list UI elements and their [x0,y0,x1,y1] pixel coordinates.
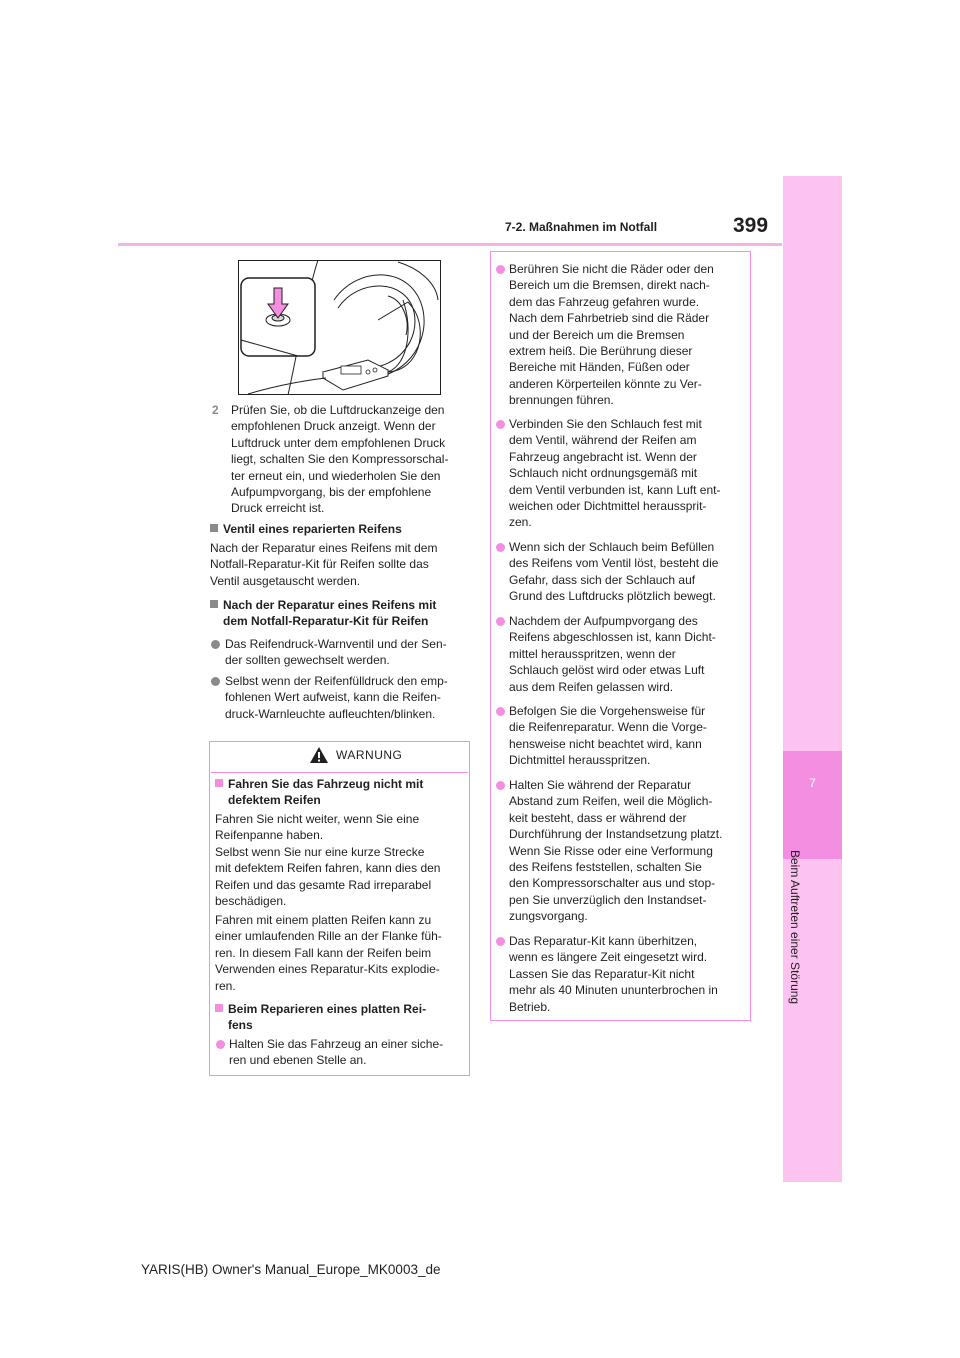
text-line: Notfall-Reparatur-Kit für Reifen sollte das [210,557,429,572]
chapter-side-tab [783,176,842,1182]
text-line: ren. In diesem Fall kann der Reifen beim [215,945,432,960]
text-line: des Reifens feststellen, schalten Sie [509,860,702,875]
right-bullet-5 [509,703,745,769]
warning-sub1 [215,776,465,809]
text-line: Verbinden Sie den Schlauch fest mit [509,417,702,431]
right-bullet-1 [509,261,745,409]
text-line: brennungen führen. [509,393,614,408]
text-line: aus dem Reifen gelassen wird. [509,679,674,694]
bullet-dot-icon [496,937,505,946]
text-line: Selbst wenn Sie nur eine kurze Strecke [215,844,425,859]
warning-para2 [215,912,465,994]
text-line: pen Sie unverzüglich den Instandset- [509,892,707,907]
square-bullet-icon [215,1004,223,1012]
text-line: Halten Sie das Fahrzeug an einer siche- [229,1037,444,1051]
bullet-dot-icon [496,617,505,626]
text-line: Schlauch nicht ordnungsgemäß mit [509,466,698,481]
text-line: Fahrzeug angebracht ist. Wenn der [509,449,697,464]
right-bullet-7 [509,933,745,1015]
chapter-tab-marker [783,751,842,859]
chapter-title [786,850,808,1010]
bullet-dot-icon [496,781,505,790]
text-line: Nachdem der Aufpumpvorgang des [509,614,698,628]
text-line: Reifenpanne haben. [215,828,324,843]
nach-heading [210,597,470,630]
page-number: 399 [733,214,769,237]
nach-bullet-2 [225,673,473,722]
text-line: druck-Warnleuchte aufleuchten/blinken. [225,706,436,721]
text-line: ren. [215,978,236,993]
text-line: Befolgen Sie die Vorgehensweise für [509,704,706,718]
warning-para1 [215,811,465,909]
text-line [215,776,465,792]
text-line: liegt, schalten Sie den Kompressorschal- [231,452,449,467]
text-line: anderen Körperteilen könnte zu Ver- [509,376,702,391]
ventil-text [210,540,470,589]
text-line: einer umlaufenden Rille an der Flanke füh- [215,929,442,944]
text-line: zen. [509,515,532,530]
text-line: dem das Fahrzeug gefahren wurde. [509,294,700,309]
text-line: Fahren mit einem platten Reifen kann zu [215,913,432,927]
warning-header [211,742,468,773]
section-title: 7-2. Maßnahmen im Notfall [505,220,658,234]
bullet-dot-icon [496,420,505,429]
text-line: Grund des Luftdrucks plötzlich bewegt. [509,589,716,604]
warning-triangle-icon [309,746,329,764]
text-line: zungsvorgang. [509,909,588,924]
text-line: mehr als 40 Minuten ununterbrochen in [509,983,718,998]
ventil-heading [210,521,402,537]
text-line: hensweise nicht beachtet wird, kann [509,736,702,751]
square-bullet-icon [215,779,223,787]
warning-sub1-line: Fahren Sie das Fahrzeug nicht mit [228,777,424,791]
text-line: Nach dem Fahrbetrieb sind die Räder [509,311,710,326]
text-line: Wenn sich der Schlauch beim Befüllen [509,540,715,554]
text-line: dem Ventil verbunden ist, kann Luft ent- [509,482,721,497]
text-line: extrem heiß. Die Berührung dieser [509,344,693,359]
text-line: wenn es längere Zeit eingesetzt wird. [509,950,708,965]
nach-heading-line: Nach der Reparatur eines Reifens mit [223,598,437,612]
text-line: mittel herausspritzen, wenn der [509,646,676,661]
warning-sub2 [215,1001,465,1034]
text-line: Aufpumpvorgang, bis der empfohlene [231,485,432,500]
square-bullet-icon [210,524,218,532]
text-line: weichen oder Dichtmittel heraussprit- [509,499,707,514]
step-text [231,402,471,517]
text-line: fohlenen Wert aufweist, kann die Reifen- [225,690,441,705]
footer-manual-id: YARIS(HB) Owner's Manual_Europe_MK0003_de [141,1262,441,1277]
right-bullet-6 [509,777,745,925]
text-line: Wenn Sie Risse oder eine Verformung [509,843,713,858]
text-line: Berühren Sie nicht die Räder oder den [509,262,714,276]
bullet-dot-icon [496,707,505,716]
text-line: Bereiche mit Händen, Füßen oder [509,360,690,375]
text-line: der sollten gewechselt werden. [225,653,390,668]
text-line [210,597,470,613]
text-line [215,1001,465,1017]
text-line: und der Bereich um die Bremsen [509,327,685,342]
right-bullet-4 [509,613,745,695]
text-line: Das Reparatur-Kit kann überhitzen, [509,934,698,948]
text-line: Prüfen Sie, ob die Luftdruckanzeige den [231,403,445,417]
bullet-dot-icon [211,640,220,649]
text-line: ren und ebenen Stelle an. [229,1053,367,1068]
text-line: Luftdruck unter dem empfohlenen Druck [231,435,446,450]
ventil-heading-text: Ventil eines reparierten Reifens [223,522,402,536]
valve-connection-drawing [238,260,441,395]
text-line: mit defektem Reifen fahren, kann dies den [215,861,441,876]
text-line: dem Ventil, während der Reifen am [509,433,697,448]
text-line: Das Reifendruck-Warnventil und der Sen- [225,637,447,651]
step-number: 2 [212,403,219,417]
text-line: Durchführung der Instandsetzung platzt. [509,827,723,842]
chapter-number: 7 [809,776,816,790]
right-bullet-3 [509,539,745,605]
tire-repair-illustration [238,260,441,395]
bullet-dot-icon [216,1040,225,1049]
text-line: Reifens abgeschlossen ist, kann Dicht- [509,630,716,645]
text-line: Verwenden eines Reparatur-Kits explodie- [215,962,440,977]
text-line: Selbst wenn der Reifenfülldruck den emp- [225,674,448,688]
text-line: die Reifenreparatur. Wenn die Vorge- [509,720,707,735]
warning-title: WARNUNG [336,748,403,762]
text-line: Fahren Sie nicht weiter, wenn Sie eine [215,812,420,826]
text-line: Abstand zum Reifen, weil die Möglich- [509,794,713,809]
warning-bullet [229,1036,465,1069]
warning-sub2-line: fens [228,1018,253,1033]
text-line: beschädigen. [215,894,287,909]
text-line: Bereich um die Bremsen, direkt nach- [509,278,710,293]
text-line: den Kompressorschalter aus und stop- [509,876,716,891]
warning-sub2-line: Beim Reparieren eines platten Rei- [228,1002,427,1016]
text-line: des Reifens vom Ventil löst, besteht die [509,556,719,571]
right-bullet-2 [509,416,745,531]
text-line: Gefahr, dass sich der Schlauch auf [509,572,696,587]
chapter-title-text: Beim Auftreten einer Störung [788,850,802,1005]
text-line: Schlauch gelöst wird oder etwas Luft [509,663,705,678]
text-line: Druck erreicht ist. [231,501,325,516]
nach-bullet-1 [225,636,473,669]
header-rule [118,243,782,246]
text-line: Reifen und das gesamte Rad irreparabel [215,877,432,892]
text-line: Ventil ausgetauscht werden. [210,573,361,588]
text-line: empfohlenen Druck anzeigt. Wenn der [231,419,436,434]
text-line: Halten Sie während der Reparatur [509,778,692,792]
bullet-dot-icon [496,543,505,552]
text-line: keit besteht, dass er während der [509,810,687,825]
square-bullet-icon [210,600,218,608]
nach-heading-line: dem Notfall-Reparatur-Kit für Reifen [223,614,429,629]
text-line: ter erneut ein, und wiederholen Sie den [231,468,441,483]
text-line: Dichtmittel herausspritzen. [509,753,651,768]
warning-sub1-line: defektem Reifen [228,793,321,808]
bullet-dot-icon [496,265,505,274]
bullet-dot-icon [211,677,220,686]
text-line: Nach der Reparatur eines Reifens mit dem [210,541,438,555]
text-line: Betrieb. [509,999,551,1014]
text-line: Lassen Sie das Reparatur-Kit nicht [509,966,695,981]
